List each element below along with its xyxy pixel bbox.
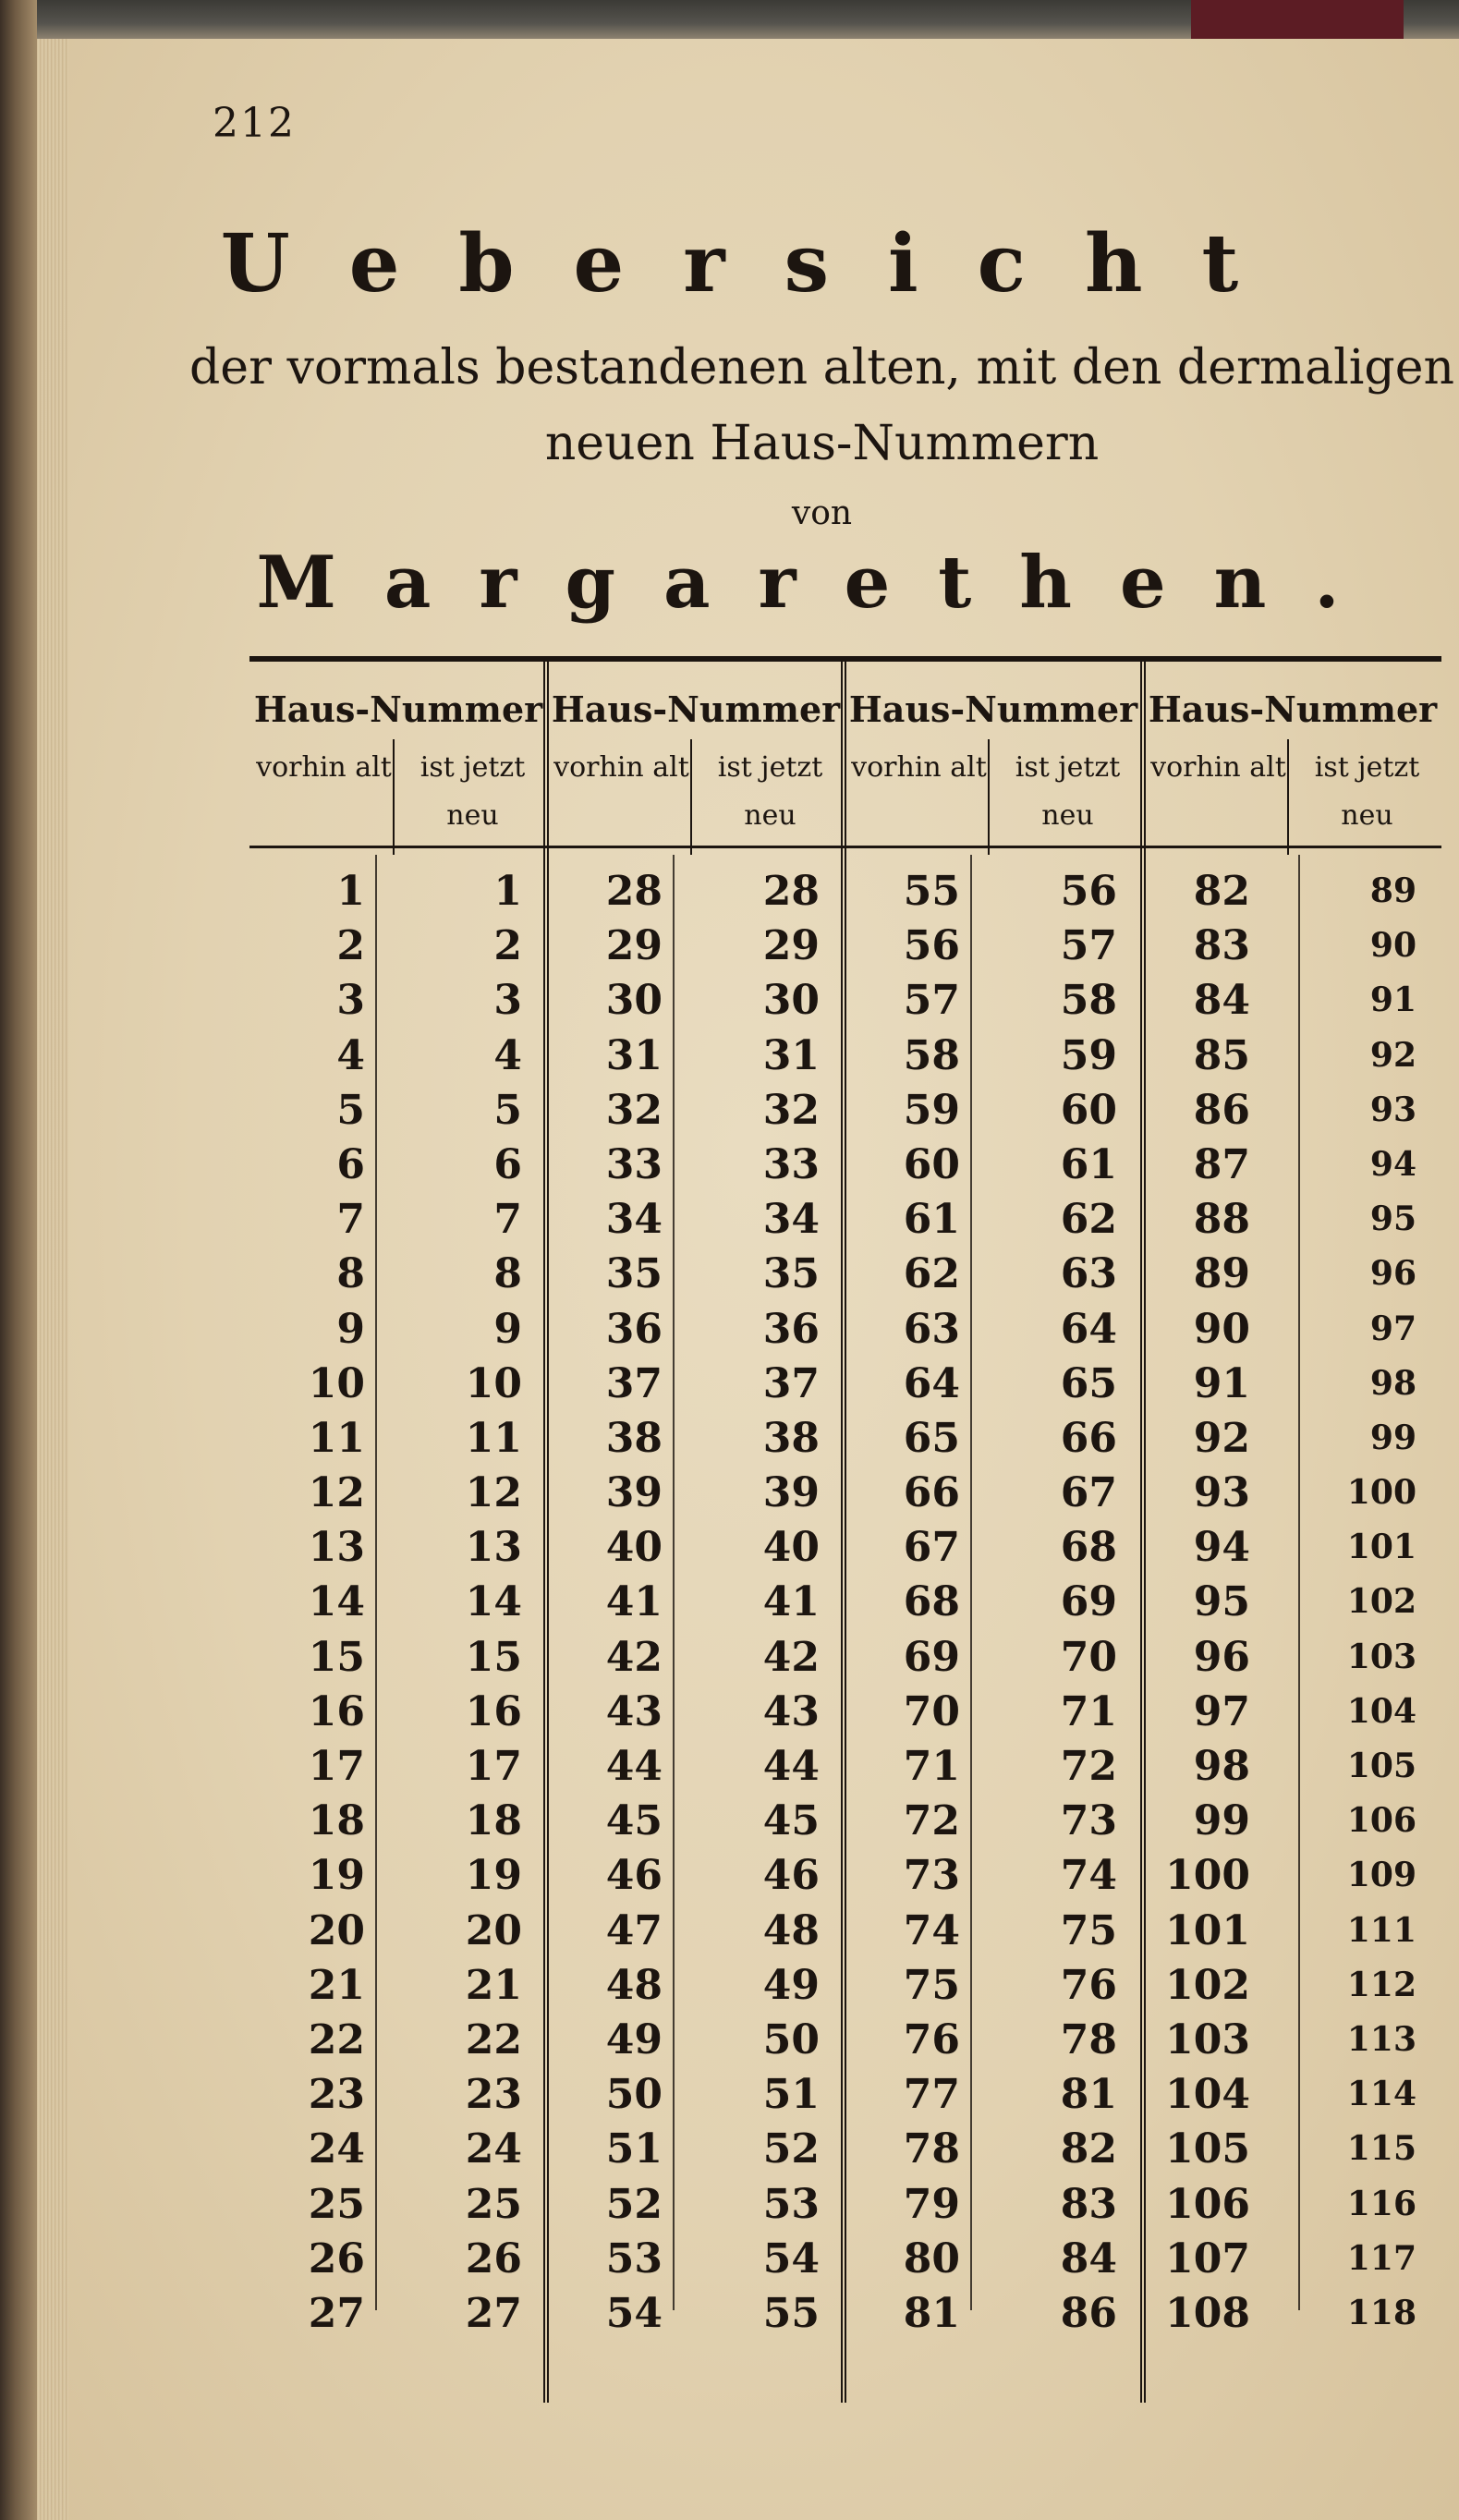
table-cell: 5	[493, 1086, 522, 1134]
table-cell: 104	[1346, 1691, 1416, 1731]
table-cell: 68	[903, 1578, 960, 1626]
table-cell: 35	[762, 1250, 820, 1298]
table-cell: 83	[1193, 922, 1250, 970]
group-header: Haus-Nummer	[848, 688, 1138, 730]
column-divider	[375, 855, 377, 2310]
table-cell: 4	[336, 1031, 365, 1079]
table-cell: 78	[903, 2125, 960, 2173]
new-number-column	[1278, 864, 1416, 2341]
table-cell: 64	[903, 1359, 960, 1407]
table-cell: 86	[1193, 1086, 1250, 1134]
table-cell: 74	[1060, 1852, 1117, 1900]
table-cell: 81	[903, 2289, 960, 2337]
place-name: Margarethen.	[256, 541, 1388, 625]
column-divider	[673, 855, 675, 2310]
table-cell: 89	[1193, 1250, 1250, 1298]
table-cell: 23	[465, 2071, 522, 2119]
table-cell: 7	[493, 1196, 522, 1244]
table-cell: 39	[605, 1469, 663, 1517]
table-cell: 90	[1193, 1305, 1250, 1353]
table-cell: 36	[605, 1305, 663, 1353]
table-cell: 26	[465, 2234, 522, 2283]
table-cell: 69	[903, 1633, 960, 1681]
table-cell: 54	[605, 2289, 663, 2337]
table-cell: 16	[308, 1687, 365, 1735]
table-cell: 100	[1346, 1473, 1416, 1513]
new-number-label: ist jetzt neu	[1015, 751, 1121, 832]
table-cell: 6	[493, 1140, 522, 1188]
table-cell: 30	[762, 977, 820, 1025]
table-cell: 84	[1060, 2234, 1117, 2283]
table-cell: 49	[605, 2015, 663, 2063]
table-cell: 73	[903, 1852, 960, 1900]
new-number-label: ist jetzt neu	[1314, 751, 1420, 832]
table-cell: 70	[903, 1687, 960, 1735]
table-cell: 77	[903, 2071, 960, 2119]
old-number-column	[821, 864, 960, 2341]
table-cell: 104	[1165, 2071, 1250, 2119]
table-cell: 40	[605, 1524, 663, 1572]
table-cell: 34	[605, 1196, 663, 1244]
table-cell: 32	[605, 1086, 663, 1134]
table-cell: 114	[1346, 2075, 1416, 2114]
table-cell: 102	[1346, 1582, 1416, 1622]
table-cell: 42	[605, 1633, 663, 1681]
table-cell: 32	[762, 1086, 820, 1134]
table-cell: 57	[903, 977, 960, 1025]
table-cell: 24	[308, 2125, 365, 2173]
table-cell: 53	[762, 2180, 820, 2228]
table-cell: 90	[1369, 926, 1416, 966]
table-cell: 48	[605, 1961, 663, 2009]
table-cell: 61	[1060, 1140, 1117, 1188]
table-cell: 6	[336, 1140, 365, 1188]
table-cell: 89	[1369, 871, 1416, 910]
table-cell: 8	[493, 1250, 522, 1298]
table-cell: 87	[1193, 1140, 1250, 1188]
table-cell: 55	[903, 868, 960, 915]
table-cell: 18	[465, 1797, 522, 1845]
table-cell: 62	[1060, 1196, 1117, 1244]
old-number-label: vorhin alt	[256, 751, 392, 784]
old-number-label: vorhin alt	[851, 751, 987, 784]
table-cell: 49	[762, 1961, 820, 2009]
table-cell: 74	[903, 1906, 960, 1954]
table-cell: 60	[903, 1140, 960, 1188]
new-number-column	[681, 864, 820, 2341]
table-cell: 75	[903, 1961, 960, 2009]
table-cell: 72	[1060, 1743, 1117, 1790]
table-cell: 65	[1060, 1359, 1117, 1407]
table-cell: 33	[605, 1140, 663, 1188]
table-cell: 41	[762, 1578, 820, 1626]
table-cell: 12	[308, 1469, 365, 1517]
table-cell: 76	[903, 2015, 960, 2063]
table-cell: 85	[1193, 1031, 1250, 1079]
table-cell: 8	[336, 1250, 365, 1298]
table-cell: 21	[308, 1961, 365, 2009]
table-cell: 20	[465, 1906, 522, 1954]
table-cell: 58	[1060, 977, 1117, 1025]
header-divider	[690, 739, 692, 855]
table-cell: 107	[1165, 2234, 1250, 2283]
table-cell: 71	[903, 1743, 960, 1790]
table-cell: 17	[308, 1743, 365, 1790]
table-cell: 36	[762, 1305, 820, 1353]
table-cell: 20	[308, 1906, 365, 1954]
table-cell: 95	[1193, 1578, 1250, 1626]
table-cell: 109	[1346, 1856, 1416, 1895]
table-cell: 11	[465, 1414, 522, 1462]
table-cell: 5	[336, 1086, 365, 1134]
table-cell: 35	[605, 1250, 663, 1298]
header-divider	[393, 739, 395, 855]
table-cell: 28	[605, 868, 663, 915]
table-cell: 76	[1060, 1961, 1117, 2009]
old-number-column	[226, 864, 365, 2341]
table-cell: 67	[1060, 1469, 1117, 1517]
old-number-label: vorhin alt	[1150, 751, 1286, 784]
table-cell: 97	[1193, 1687, 1250, 1735]
table-cell: 52	[762, 2125, 820, 2173]
table-cell: 56	[1060, 868, 1117, 915]
table-cell: 82	[1060, 2125, 1117, 2173]
table-cell: 88	[1193, 1196, 1250, 1244]
table-cell: 96	[1369, 1254, 1416, 1294]
table-cell: 66	[1060, 1414, 1117, 1462]
table-cell: 102	[1165, 1961, 1250, 2009]
table-cell: 26	[308, 2234, 365, 2283]
table-cell: 27	[308, 2289, 365, 2337]
table-cell: 59	[1060, 1031, 1117, 1079]
table-cell: 9	[336, 1305, 365, 1353]
table-cell: 45	[605, 1797, 663, 1845]
table-cell: 106	[1165, 2180, 1250, 2228]
table-cell: 75	[1060, 1906, 1117, 1954]
table-cell: 101	[1165, 1906, 1250, 1954]
table-cell: 38	[605, 1414, 663, 1462]
table-cell: 93	[1193, 1469, 1250, 1517]
table-cell: 78	[1060, 2015, 1117, 2063]
table-cell: 47	[605, 1906, 663, 1954]
table-cell: 14	[308, 1578, 365, 1626]
table-cell: 43	[762, 1687, 820, 1735]
column-divider	[970, 855, 972, 2310]
table-cell: 82	[1193, 868, 1250, 915]
table-cell: 50	[605, 2071, 663, 2119]
table-cell: 46	[605, 1852, 663, 1900]
table-cell: 99	[1193, 1797, 1250, 1845]
table-cell: 108	[1165, 2289, 1250, 2337]
table-cell: 44	[605, 1743, 663, 1790]
table-cell: 86	[1060, 2289, 1117, 2337]
table-cell: 2	[336, 922, 365, 970]
table-cell: 98	[1193, 1743, 1250, 1790]
table-cell: 22	[308, 2015, 365, 2063]
table-cell: 71	[1060, 1687, 1117, 1735]
table-cell: 15	[308, 1633, 365, 1681]
table-cell: 15	[465, 1633, 522, 1681]
table-cell: 106	[1346, 1801, 1416, 1841]
table-cell: 101	[1346, 1528, 1416, 1567]
table-cell: 33	[762, 1140, 820, 1188]
table-cell: 105	[1346, 1747, 1416, 1785]
title-line-1: der vormals bestandenen alten, mit den dermaligen	[189, 340, 1454, 396]
table-cell: 38	[762, 1414, 820, 1462]
table-cell: 72	[903, 1797, 960, 1845]
page-title: Uebersicht	[220, 217, 1298, 310]
table-cell: 13	[465, 1524, 522, 1572]
table-cell: 37	[605, 1359, 663, 1407]
table-cell: 70	[1060, 1633, 1117, 1681]
table-cell: 18	[308, 1797, 365, 1845]
table-cell: 80	[903, 2234, 960, 2283]
page-number: 212	[213, 100, 296, 147]
table-cell: 96	[1193, 1633, 1250, 1681]
table-cell: 59	[903, 1086, 960, 1134]
table-cell: 117	[1346, 2238, 1416, 2278]
table-cell: 67	[903, 1524, 960, 1572]
table-cell: 9	[493, 1305, 522, 1353]
table-cell: 84	[1193, 977, 1250, 1025]
table-cell: 29	[605, 922, 663, 970]
table-cell: 62	[903, 1250, 960, 1298]
table-cell: 73	[1060, 1797, 1117, 1845]
table-cell: 16	[465, 1687, 522, 1735]
table-cell: 64	[1060, 1305, 1117, 1353]
group-header: Haus-Nummer	[551, 688, 841, 730]
table-cell: 112	[1346, 1965, 1416, 2004]
table-cell: 10	[465, 1359, 522, 1407]
group-header: Haus-Nummer	[253, 688, 543, 730]
table-cell: 23	[308, 2071, 365, 2119]
new-number-column	[383, 864, 522, 2341]
table-cell: 94	[1369, 1144, 1416, 1184]
table-cell: 92	[1193, 1414, 1250, 1462]
table-cell: 17	[465, 1743, 522, 1790]
table-cell: 7	[336, 1196, 365, 1244]
title-line-2: neuen Haus-Nummern	[544, 416, 1100, 471]
table-cell: 2	[493, 922, 522, 970]
old-number-column	[524, 864, 663, 2341]
table-cell: 60	[1060, 1086, 1117, 1134]
old-number-column	[1121, 864, 1250, 2341]
page-edges	[37, 39, 68, 2520]
table-cell: 97	[1369, 1309, 1416, 1348]
table-cell: 31	[762, 1031, 820, 1079]
table-cell: 103	[1165, 2015, 1250, 2063]
table-cell: 12	[465, 1469, 522, 1517]
table-cell: 69	[1060, 1578, 1117, 1626]
table-cell: 39	[762, 1469, 820, 1517]
table-cell: 45	[762, 1797, 820, 1845]
header-divider	[1287, 739, 1289, 855]
house-number-table	[249, 656, 1441, 2375]
table-cell: 115	[1346, 2129, 1416, 2169]
table-cell: 1	[336, 868, 365, 915]
table-cell: 116	[1346, 2184, 1416, 2223]
table-cell: 34	[762, 1196, 820, 1244]
table-cell: 93	[1369, 1090, 1416, 1129]
table-cell: 54	[762, 2234, 820, 2283]
table-cell: 105	[1165, 2125, 1250, 2173]
table-cell: 95	[1369, 1199, 1416, 1239]
table-cell: 57	[1060, 922, 1117, 970]
table-cell: 100	[1165, 1852, 1250, 1900]
table-cell: 31	[605, 1031, 663, 1079]
new-number-label: ist jetzt neu	[717, 751, 823, 832]
table-cell: 1	[493, 868, 522, 915]
table-cell: 92	[1369, 1035, 1416, 1075]
book-cover-strip	[0, 0, 1459, 39]
table-cell: 48	[762, 1906, 820, 1954]
table-cell: 29	[762, 922, 820, 970]
table-cell: 25	[308, 2180, 365, 2228]
table-cell: 46	[762, 1852, 820, 1900]
table-cell: 63	[1060, 1250, 1117, 1298]
table-cell: 103	[1346, 1637, 1416, 1676]
table-cell: 10	[308, 1359, 365, 1407]
table-cell: 61	[903, 1196, 960, 1244]
table-cell: 13	[308, 1524, 365, 1572]
table-cell: 91	[1369, 980, 1416, 1020]
table-cell: 42	[762, 1633, 820, 1681]
table-cell: 91	[1193, 1359, 1250, 1407]
table-cell: 19	[308, 1852, 365, 1900]
group-header: Haus-Nummer	[1148, 688, 1438, 730]
table-cell: 3	[493, 977, 522, 1025]
table-cell: 50	[762, 2015, 820, 2063]
table-cell: 94	[1193, 1524, 1250, 1572]
table-cell: 83	[1060, 2180, 1117, 2228]
table-cell: 30	[605, 977, 663, 1025]
table-cell: 98	[1369, 1363, 1416, 1403]
table-cell: 58	[903, 1031, 960, 1079]
table-cell: 4	[493, 1031, 522, 1079]
table-cell: 65	[903, 1414, 960, 1462]
bookmark-ribbon	[1191, 0, 1404, 39]
table-cell: 21	[465, 1961, 522, 2009]
table-cell: 24	[465, 2125, 522, 2173]
header-divider	[988, 739, 990, 855]
table-cell: 44	[762, 1743, 820, 1790]
table-cell: 37	[762, 1359, 820, 1407]
table-cell: 113	[1346, 2019, 1416, 2059]
table-cell: 63	[903, 1305, 960, 1353]
table-cell: 19	[465, 1852, 522, 1900]
table-cell: 56	[903, 922, 960, 970]
table-cell: 111	[1346, 1910, 1416, 1950]
table-cell: 40	[762, 1524, 820, 1572]
table-cell: 27	[465, 2289, 522, 2337]
table-cell: 51	[605, 2125, 663, 2173]
table-cell: 66	[903, 1469, 960, 1517]
table-cell: 52	[605, 2180, 663, 2228]
table-cell: 43	[605, 1687, 663, 1735]
table-cell: 25	[465, 2180, 522, 2228]
table-cell: 11	[308, 1414, 365, 1462]
table-cell: 51	[762, 2071, 820, 2119]
table-cell: 118	[1346, 2293, 1416, 2332]
table-cell: 55	[762, 2289, 820, 2337]
table-cell: 22	[465, 2015, 522, 2063]
table-cell: 28	[762, 868, 820, 915]
table-cell: 79	[903, 2180, 960, 2228]
title-line-3: von	[791, 494, 853, 532]
table-cell: 68	[1060, 1524, 1117, 1572]
new-number-column	[979, 864, 1117, 2341]
table-cell: 99	[1369, 1418, 1416, 1457]
old-number-label: vorhin alt	[553, 751, 689, 784]
table-cell: 14	[465, 1578, 522, 1626]
table-cell: 41	[605, 1578, 663, 1626]
table-cell: 3	[336, 977, 365, 1025]
new-number-label: ist jetzt neu	[419, 751, 526, 832]
table-cell: 53	[605, 2234, 663, 2283]
table-cell: 81	[1060, 2071, 1117, 2119]
